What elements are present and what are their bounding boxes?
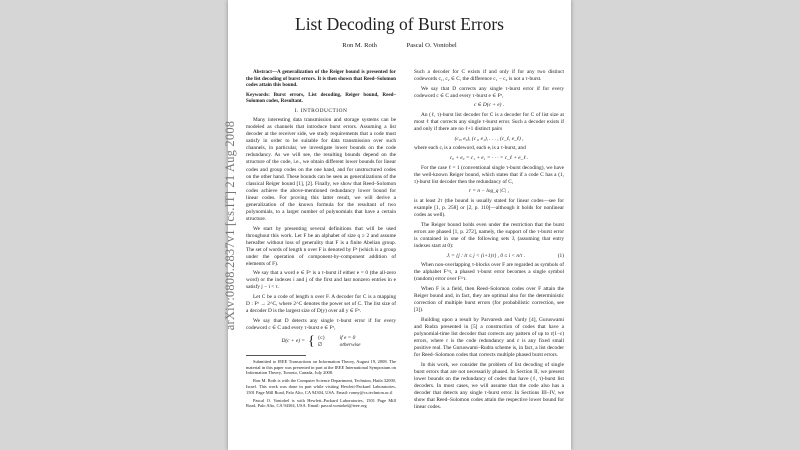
footnote: Submitted to IEEE Transactions on Information Theory, August 19, 2008. The material in this paper was presented in part at the IEEE International Symposium on Information Theory, Toronto, Canada, July 2008. — [246, 358, 396, 376]
equation-cases — [318, 335, 361, 349]
equation-detect — [246, 335, 396, 349]
footnote-rule — [246, 355, 306, 356]
paper-title: List Decoding of Burst Errors — [295, 14, 504, 34]
equation-numbered — [414, 253, 564, 260]
case-value: {c} — [317, 334, 326, 341]
paragraph: In this work, we consider the problem of list decoding of single burst errors that are not necessarily phased. In Section II, we present lower bounds on the redundancy of codes that have (ℓ, τ)-burst list decoders. In most cases, we will assume that the code also has a decoder that detects any single τ-burst error. In Sections III–IV, we show that Reed–Solomon codes attain the respective lower bound for linear codes. — [414, 361, 564, 410]
equation-text: Jᵢ = {j : iτ ≤ j < (i+1)τ} , 0 ≤ i < n/τ . — [446, 252, 526, 259]
abstract: Abstract—A generalization of the Reiger bound is presented for the list decoding of burst errors. It is then shown that Reed–Solomon codes attain this bound. — [246, 69, 396, 89]
equation-lhs: D(c + e) = — [281, 338, 305, 345]
paragraph: Many interesting data transmission and storage systems can be modeled as channels that introduce burst errors. Assuming a list decoder at the receiver side, we study requirements that a code must satisfy in order to be suitable for data transmission over such channels, in particular, we investigate lower bounds on the code redundancy. As we will see, the resulting bounds depend on the structure of the code, i.e., we obtain different lower bounds for linear codes and group codes on the one hand, and for unstructured codes on the other hand. These bounds can be seen as generalizations of the classical Reiger bound [1], [2]. Finally, we show that Reed–Solomon codes achieve the above-mentioned redundancy lower bound for linear codes. For proving this latter result, we will derive a generalization of the known formula for the resultant of two polynomials, to a larger number of polynomials that have a certain structure. — [246, 117, 396, 222]
equation: c ∈ D(c + e) . — [473, 102, 505, 109]
paragraph: Such a decoder for C exists if and only if for any two distinct codewords c₁, c₂ ∈ C, the difference c₁ − c₂ is not a τ-burst. — [414, 69, 564, 83]
footnote: Ron M. Roth is with the Computer Science Department, Technion, Haifa 32000, Israel. This work was done in part while visiting Hewlett-Packard Laboratories, 1501 Page Mill Road, Palo Alto, CA 94304, USA. Email: ronny@cs.technion.ac.il — [246, 378, 396, 395]
authors — [228, 42, 571, 49]
paragraph: Let C be a code of length n over F. A decoder for C is a mapping D : Fⁿ → 2^C, where 2^C denotes the power set of C. The list size of a decoder D is the largest size of D(y) over all y ∈ Fⁿ. — [246, 294, 396, 315]
author-name: Pascal O. Vontobel — [406, 42, 457, 49]
paragraph: When non-overlapping τ-blocks over F are regarded as symbols of the alphabet F^τ, a phased τ-burst error becomes a single symbol (random) error over F^τ. — [414, 262, 564, 283]
paragraph: is at least 2τ (the bound is usually stated for linear codes—see for example [1, p. 258] or [2, p. 110]—although it holds for nonlinear codes as well). — [414, 198, 564, 219]
footnote: Pascal O. Vontobel is with Hewlett–Packard Laboratories, 1501 Page Mill Road, Palo Alto, CA 94304, USA. Email: pascal.vontobel@ieee.org — [246, 397, 396, 409]
author-name: Ron M. Roth — [342, 42, 377, 49]
paragraph: An (ℓ, τ)-burst list decoder for C is a decoder for C of list size at most ℓ that corrects any single τ-burst error. Such a decoder exists if and only if there are no ℓ+1 distinct pairs — [414, 112, 564, 133]
equation: r = n − log_q |C| , — [469, 188, 509, 195]
case-condition: if e = 0 — [339, 334, 356, 341]
arxiv-stamp — [222, 0, 240, 450]
left-column — [246, 69, 396, 411]
paragraph: where each cᵢ is a codeword, each eᵢ is a τ-burst, and — [414, 145, 526, 152]
paragraph: We say that D corrects any single τ-burst error if for every codeword c ∈ C and every τ-burst e ∈ Fⁿ, — [414, 85, 564, 99]
brace-glyph: { — [307, 333, 315, 349]
case-condition: otherwise — [339, 341, 361, 348]
case-value: ∅ — [317, 341, 323, 348]
paragraph: When F is a field, then Reed–Solomon codes over F attain the Reiger bound and, in fact, they are optimal also for the deterministic correction of multiple burst errors (for probabilistic correction, see [3]). — [414, 285, 564, 314]
paragraph: The Reiger bound holds even under the restriction that the burst errors are phased [1, p. 272], namely, the support of the τ-burst error is contained in one of the following sets Jᵢ (assuming that entry indexes start at 0): — [414, 221, 564, 249]
section-heading: I. INTRODUCTION — [294, 107, 348, 114]
paragraph: We say that a word e ∈ Fⁿ is a τ-burst if either e = 0 (the all-zero word) or the indexes i and j of the first and last nonzero entries in e satisfy j − i < τ. — [246, 270, 396, 291]
equation-number: (1) — [557, 252, 564, 259]
paragraph: We start by presenting several definitions that will be used throughout this work. Let F be an alphabet of size q ≥ 2 and assume hereafter without loss of generality that F is a finite Abelian group. The set of words of length n over F is denoted by Fⁿ (which is a group under the operation of component-by-component addition of elements of F). — [246, 225, 396, 267]
right-column — [414, 69, 564, 414]
paragraph: We say that D detects any single τ-burst error if for every codeword c ∈ C and every τ-burst e ∈ Fⁿ, — [246, 317, 396, 331]
equation: c₀ + e₀ = c₁ + e₁ = · · · = c_ℓ + e_ℓ . — [449, 155, 529, 162]
paper-page — [228, 0, 571, 450]
paragraph: For the case ℓ = 1 (conventional single τ-burst decoding), we have the well-known Reiger bound, which states that if a code C has a (1, τ)-burst list decoder then the redundancy of C, — [414, 164, 564, 185]
keywords: Keywords: Burst errors, List decoding, Reiger bound, Reed–Solomon codes, Resultant. — [246, 91, 396, 105]
equation: (c₀, e₀), (c₁, e₁), . . . , (c_ℓ, e_ℓ) , — [454, 135, 524, 142]
paragraph: Building upon a result by Parvaresh and Vardy [4], Guruswami and Rudra presented in [5] a construction of codes that have a polynomial-time list decoder that corrects any pattern of up to r(1−ε) errors, where r is the code redundancy and ε is any fixed small positive real. The Guruswami–Rudra scheme is, in fact, a list decoder for Reed–Solomon codes that corrects multiple phased burst errors. — [414, 316, 564, 358]
arxiv-stamp-text: arXiv:0808.2837v1 [cs.IT] 21 Aug 2008 — [223, 120, 238, 330]
